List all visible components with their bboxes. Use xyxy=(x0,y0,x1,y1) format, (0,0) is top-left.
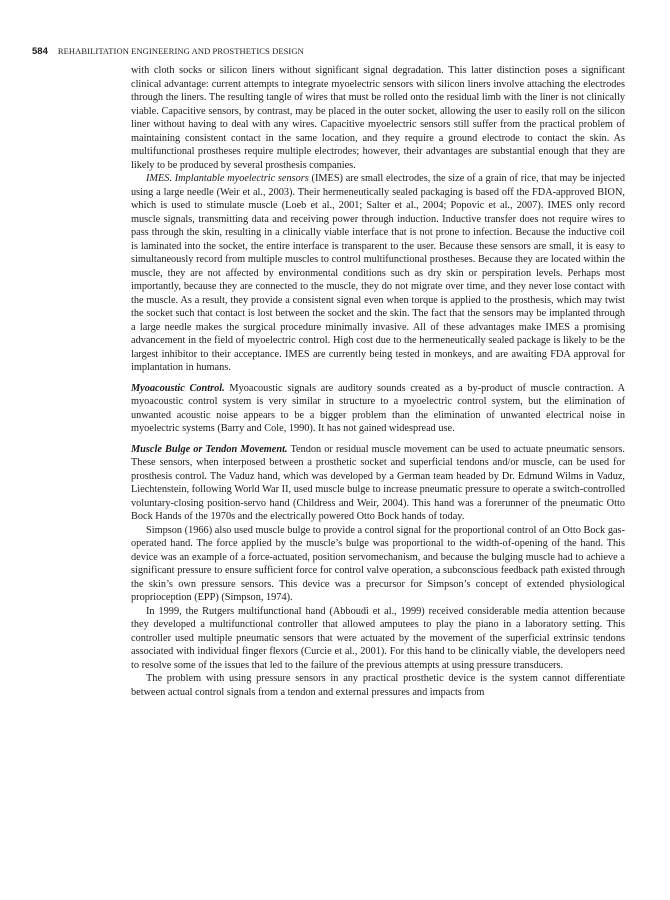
paragraph-text: Tendon or residual muscle movement can be used to actuate pneumatic sensors. These sensors, when interposed between a prosthetic socket and superficial tendons and/or muscle, can be used for prosthesis control. The Vaduz hand, which was developed by a German team headed by Dr. Edmund Wilms in Vaduz, Liechtenstein, following World War II, used muscle bulge to increase pneumatic pressure to operate a switch-controlled voluntary-closing position-servo hand (Childress and Weir, 2004). This hand was a forerunner of the pneumatic Otto Bock Hands of the 1970s and the electrically powered Otto Bock hands of today. xyxy=(131,443,625,522)
paragraph-text: In 1999, the Rutgers multifunctional hand (Abboudi et al., 1999) received considerable media attention because they developed a multifunctional controller that allowed amputees to play the piano in a laboratory setting. This controller used multiple pneumatic sensors that were actuated by the movement of the superficial extrinsic tendons associated with individual finger flexors (Curcie et al., 2001). For this hand to be clinically viable, the developers need to resolve some of the issues that led to the failure of the previous attempts at using pressure transducers. xyxy=(131,605,625,671)
paragraph-text: with cloth socks or silicon liners without significant signal degradation. This latter distinction poses a significant clinical advantage: current attempts to integrate myoelectric sensors with silicon liners involve attaching the electrodes through the liners. The resulting tangle of wires that must be rolled onto the residual limb with the liner is not clinically viable. Capacitive sensors, by contrast, may be placed in the outer socket, allowing the user to easily roll on the silicon liner without having to deal with any wires. Capacitive myoelectric sensors still suffer from the practical problem of maintaining consistent contact in the same location, and they require a ground electrode to contact the skin. As multifunctional prostheses require multiple electrodes; however, their advantages are substantial enough that they are likely to be produced by several prosthesis companies. xyxy=(131,65,625,171)
page-number: 584 xyxy=(32,46,48,57)
running-title: REHABILITATION ENGINEERING AND PROSTHETICS DESIGN xyxy=(57,46,304,56)
paragraph xyxy=(131,524,625,605)
paragraph-text: (IMES) are small electrodes, the size of a grain of rice, that may be injected using a large needle (Weir et al., 2003). Their hermeneutically sealed packaging is based off the FDA-approved BION, which is used to stimulate muscle (Loeb et al., 2001; Salter et al., 2004; Popovic et al., 2007). IMES only record muscle signals, transmitting data and receiving power through induction. Inductive transfer does not require wires to pass through the skin, resulting in a clinically viable interface that is not prone to infection. Because the inductive coil is laminated into the socket, the entire interface is transparent to the user. Because these sensors are small, it is easy to simultaneously record from multiple muscles to control multifunctional prostheses. Because they are located within the muscle, they are not affected by environmental conditions such as dry skin or perspiration levels. Perhaps most importantly, because they are connected to the muscle, they do not migrate over time, and they never lose contact with the muscle. As a result, they provide a consistent signal even when torque is applied to the prosthesis, which may twist the socket such that contact is lost between the socket and the skin. The fact that the sensors may be implanted through a large needle makes the surgical procedure minimally invasive. All of these advantages make IMES a promising advancement in the field of myoelectric control. High cost due to the hermeneutically sealed package is likely to be the largest inhibitor to their acceptance. IMES are currently being tested in monkeys, and are awaiting FDA approval for implantation in humans. xyxy=(131,173,625,373)
paragraph xyxy=(131,64,625,172)
paragraph xyxy=(131,382,625,436)
running-head xyxy=(32,46,304,57)
paragraph-text: Simpson (1966) also used muscle bulge to provide a control signal for the proportional control of an Otto Bock gas-operated hand. The force applied by the muscle’s bulge was proportional to the width-of-opening of the hand. This device was an example of a force-actuated, position servomechanism, and because the bulging muscle had to achieve a significant pressure to ensure sufficient force for control valve operation, a subconscious feedback path existed through the skin’s own pressure sensors. This device was a precursor for Simpson’s concept of extended physiological proprioception (EPP) (Simpson, 1974). xyxy=(131,524,625,603)
paragraph xyxy=(131,172,625,375)
subsection-lead: IMES. Implantable myoelectric sensors xyxy=(146,173,309,184)
section-heading: Myoacoustic Control. xyxy=(131,382,225,394)
paragraph xyxy=(131,672,625,699)
body-text xyxy=(131,64,625,699)
paragraph xyxy=(131,443,625,524)
paragraph-text: The problem with using pressure sensors in any practical prosthetic device is the system cannot differentiate between actual control signals from a tendon and external pressures and impacts from xyxy=(131,673,625,698)
paragraph xyxy=(131,605,625,673)
paragraph-text: Myoacoustic signals are auditory sounds created as a by-product of muscle contraction. A myoacoustic control system is very similar in structure to a myoelectric control system, but the elimination of unwanted acoustic noise appears to be a bigger problem than the elimination of unwanted electrical noise in myoelectric systems (Barry and Cole, 1990). It has not gained widespread use. xyxy=(131,382,626,434)
section-heading: Muscle Bulge or Tendon Movement. xyxy=(131,443,288,455)
